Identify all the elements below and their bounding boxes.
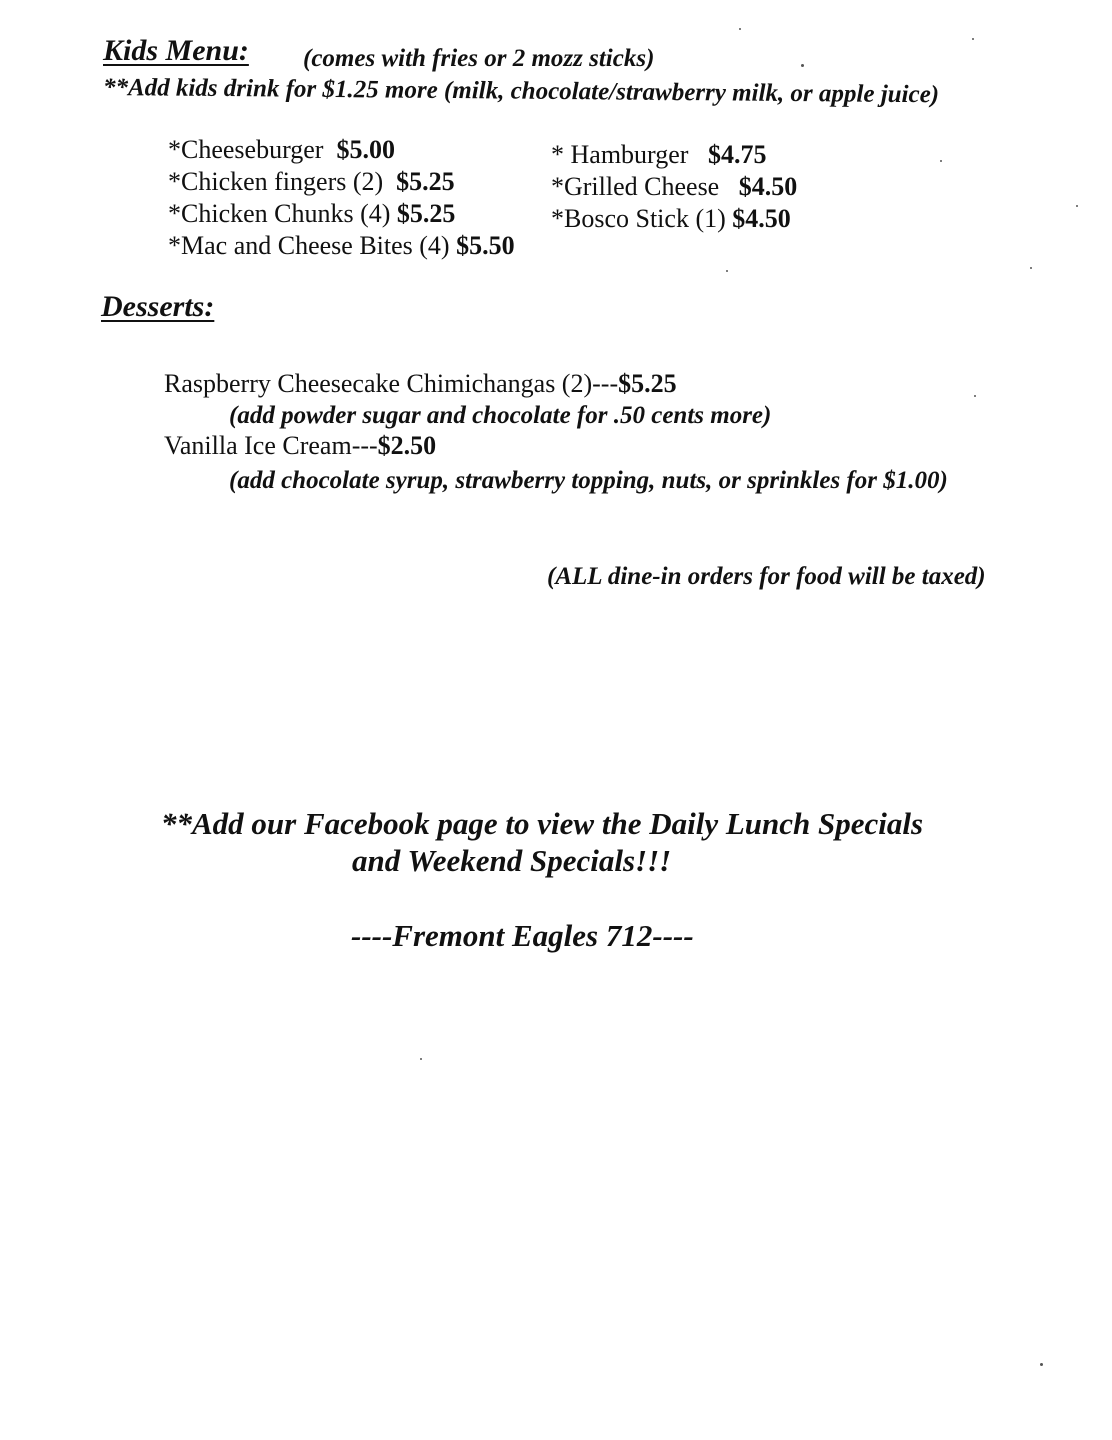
scan-speck xyxy=(739,28,741,30)
kids-item-name: * Hamburger xyxy=(551,140,689,169)
kids-item-price: $4.50 xyxy=(738,172,798,201)
kids-item-name: *Cheeseburger xyxy=(168,135,324,164)
kids-item-name: *Chicken Chunks (4) xyxy=(168,199,391,228)
scan-speck xyxy=(420,1058,422,1060)
dessert-item-name: Raspberry Cheesecake Chimichangas (2)--- xyxy=(164,369,619,398)
kids-menu-title: Kids Menu: xyxy=(103,34,249,67)
kids-item xyxy=(551,203,797,235)
dessert-item-note: (add chocolate syrup, strawberry topping, nuts, or sprinkles for $1.00) xyxy=(229,467,948,494)
kids-item-name: *Bosco Stick (1) xyxy=(551,204,726,233)
scan-speck xyxy=(972,38,974,40)
dessert-item xyxy=(164,430,436,462)
kids-left-column xyxy=(168,134,515,262)
kids-item xyxy=(168,166,515,198)
kids-item xyxy=(168,230,515,262)
kids-item-price: $4.75 xyxy=(707,140,767,169)
kids-item xyxy=(168,198,515,230)
kids-item-name: *Chicken fingers (2) xyxy=(168,167,384,196)
scan-speck xyxy=(1040,1363,1043,1366)
facebook-note-line2: and Weekend Specials!!! xyxy=(352,843,672,878)
desserts-title: Desserts: xyxy=(101,290,215,323)
dessert-item-price: $5.25 xyxy=(618,369,677,398)
kids-item-price: $5.50 xyxy=(456,231,515,260)
kids-item-price: $4.50 xyxy=(732,204,791,233)
kids-drink-note: **Add kids drink for $1.25 more (milk, chocolate/strawberry milk, or apple juice) xyxy=(102,74,940,109)
kids-menu-subtitle: (comes with fries or 2 mozz sticks) xyxy=(303,45,655,72)
kids-item-name: *Grilled Cheese xyxy=(551,172,720,201)
scan-speck xyxy=(726,270,728,272)
facebook-note-line1: **Add our Facebook page to view the Daily Lunch Specials xyxy=(161,806,924,841)
kids-item xyxy=(551,171,797,203)
scan-speck xyxy=(1076,205,1078,207)
dessert-item-name: Vanilla Ice Cream--- xyxy=(164,431,378,460)
kids-item-price: $5.25 xyxy=(396,199,456,228)
kids-right-column xyxy=(551,139,797,235)
kids-item-price: $5.25 xyxy=(396,167,455,196)
kids-item xyxy=(168,134,515,166)
scan-speck xyxy=(1030,267,1032,269)
scan-speck xyxy=(974,395,976,397)
scan-speck xyxy=(940,160,942,162)
dessert-item xyxy=(164,368,677,400)
scan-speck xyxy=(801,64,804,67)
dessert-item-note: (add powder sugar and chocolate for .50 cents more) xyxy=(229,402,772,429)
kids-item xyxy=(551,139,797,171)
kids-item-price: $5.00 xyxy=(336,135,395,164)
kids-item-name: *Mac and Cheese Bites (4) xyxy=(168,231,450,260)
tax-note: (ALL dine-in orders for food will be taxed) xyxy=(547,563,986,590)
dessert-item-price: $2.50 xyxy=(377,431,437,460)
footer-org-name: ----Fremont Eagles 712---- xyxy=(351,918,694,953)
